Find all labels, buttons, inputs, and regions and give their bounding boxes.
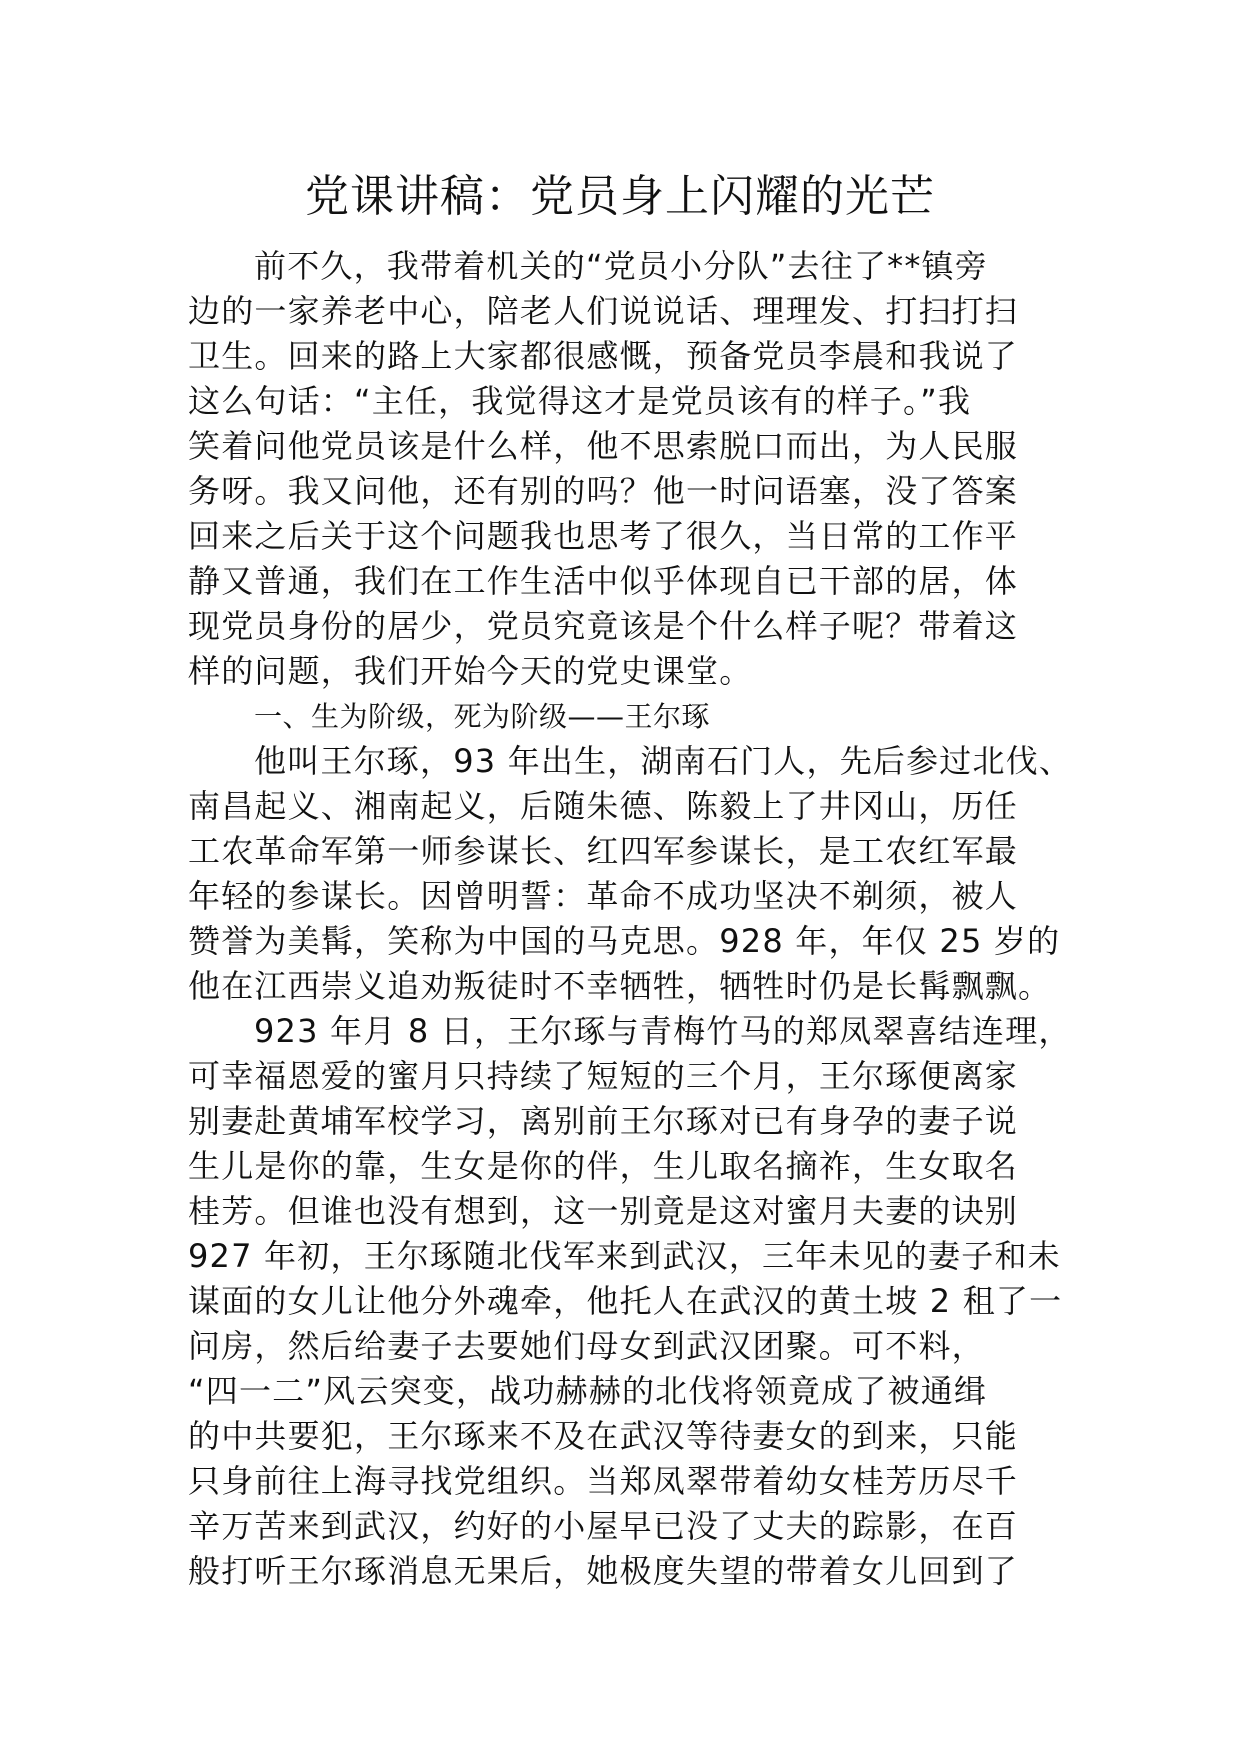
paragraph-line: 赞誉为美髯，笑称为中国的马克思。928 年，年仅 25 岁的	[188, 922, 1061, 960]
paragraph-line: 923 年月 8 日，王尔琢与青梅竹马的郑凤翠喜结连理，	[254, 1012, 1072, 1050]
paragraph-line: 的中共要犯，王尔琢来不及在武汉等待妻女的到来，只能	[188, 1417, 1019, 1455]
paragraph-line: 年轻的参谋长。因曾明誓：革命不成功坚决不剃须，被人	[188, 877, 1019, 915]
section-heading: 一、生为阶级，死为阶级——王尔琢	[254, 700, 711, 733]
paragraph-line: 回来之后关于这个问题我也思考了很久，当日常的工作平	[188, 517, 1019, 555]
paragraph-line: 他在江西崇义追劝叛徒时不幸牺牲，牺牲时仍是长髯飘飘。	[188, 967, 1052, 1005]
paragraph-line: 可幸福恩爱的蜜月只持续了短短的三个月，王尔琢便离家	[188, 1057, 1019, 1095]
paragraph-line: 样的问题，我们开始今天的党史课堂。	[188, 652, 753, 690]
document-body	[188, 244, 1073, 1594]
paragraph-line: 这么句话：“主任，我觉得这才是党员该有的样子。”我	[188, 382, 972, 420]
paragraph-line: 生儿是你的靠，生女是你的伴，生儿取名摘祚，生女取名	[188, 1147, 1019, 1185]
paragraph-line: 卫生。回来的路上大家都很感慨，预备党员李晨和我说了	[188, 337, 1019, 375]
paragraph-line: 谋面的女儿让他分外魂牵，他托人在武汉的黄土坡 2 租了一	[188, 1282, 1063, 1320]
paragraph-line: 927 年初，王尔琢随北伐军来到武汉，三年未见的妻子和未	[188, 1237, 1061, 1275]
paragraph-line: 工农革命军第一师参谋长、红四军参谋长，是工农红军最	[188, 832, 1019, 870]
paragraph-line: 别妻赴黄埔军校学习，离别前王尔琢对已有身孕的妻子说	[188, 1102, 1019, 1140]
paragraph-line: 务呀。我又问他，还有别的吗？他一时问语塞，没了答案	[188, 472, 1019, 510]
document-title: 党课讲稿：党员身上闪耀的光芒	[305, 171, 935, 222]
paragraph-line: “四一二”风云突变，战功赫赫的北伐将领竟成了被通缉	[188, 1372, 988, 1410]
paragraph-line: 问房，然后给妻子去要她们母女到武汉团聚。可不料，	[188, 1327, 985, 1365]
paragraph-line: 辛万苦来到武汉，约好的小屋早已没了丈夫的踪影，在百	[188, 1507, 1019, 1545]
paragraph-line: 现党员身份的居少，党员究竟该是个什么样子呢？带着这	[188, 607, 1019, 645]
paragraph-line: 笑着问他党员该是什么样，他不思索脱口而出，为人民服	[188, 427, 1019, 465]
paragraph-line: 桂芳。但谁也没有想到，这一别竟是这对蜜月夫妻的诀别	[188, 1192, 1019, 1230]
paragraph-line: 静又普通，我们在工作生活中似乎体现自已干部的居，体	[188, 562, 1019, 600]
paragraph-line: 般打听王尔琢消息无果后，她极度失望的带着女儿回到了	[188, 1552, 1019, 1590]
paragraph-line: 只身前往上海寻找党组织。当郑凤翠带着幼女桂芳历尽千	[188, 1462, 1019, 1500]
paragraph-line: 南昌起义、湘南起义，后随朱德、陈毅上了井冈山，历任	[188, 787, 1019, 825]
paragraph-line: 边的一家养老中心，陪老人们说说话、理理发、打扫打扫	[188, 292, 1019, 330]
paragraph-line: 前不久，我带着机关的“党员小分队”去往了**镇旁	[254, 247, 988, 285]
paragraph-line: 他叫王尔琢，93 年出生，湖南石门人，先后参过北伐、	[254, 742, 1073, 780]
